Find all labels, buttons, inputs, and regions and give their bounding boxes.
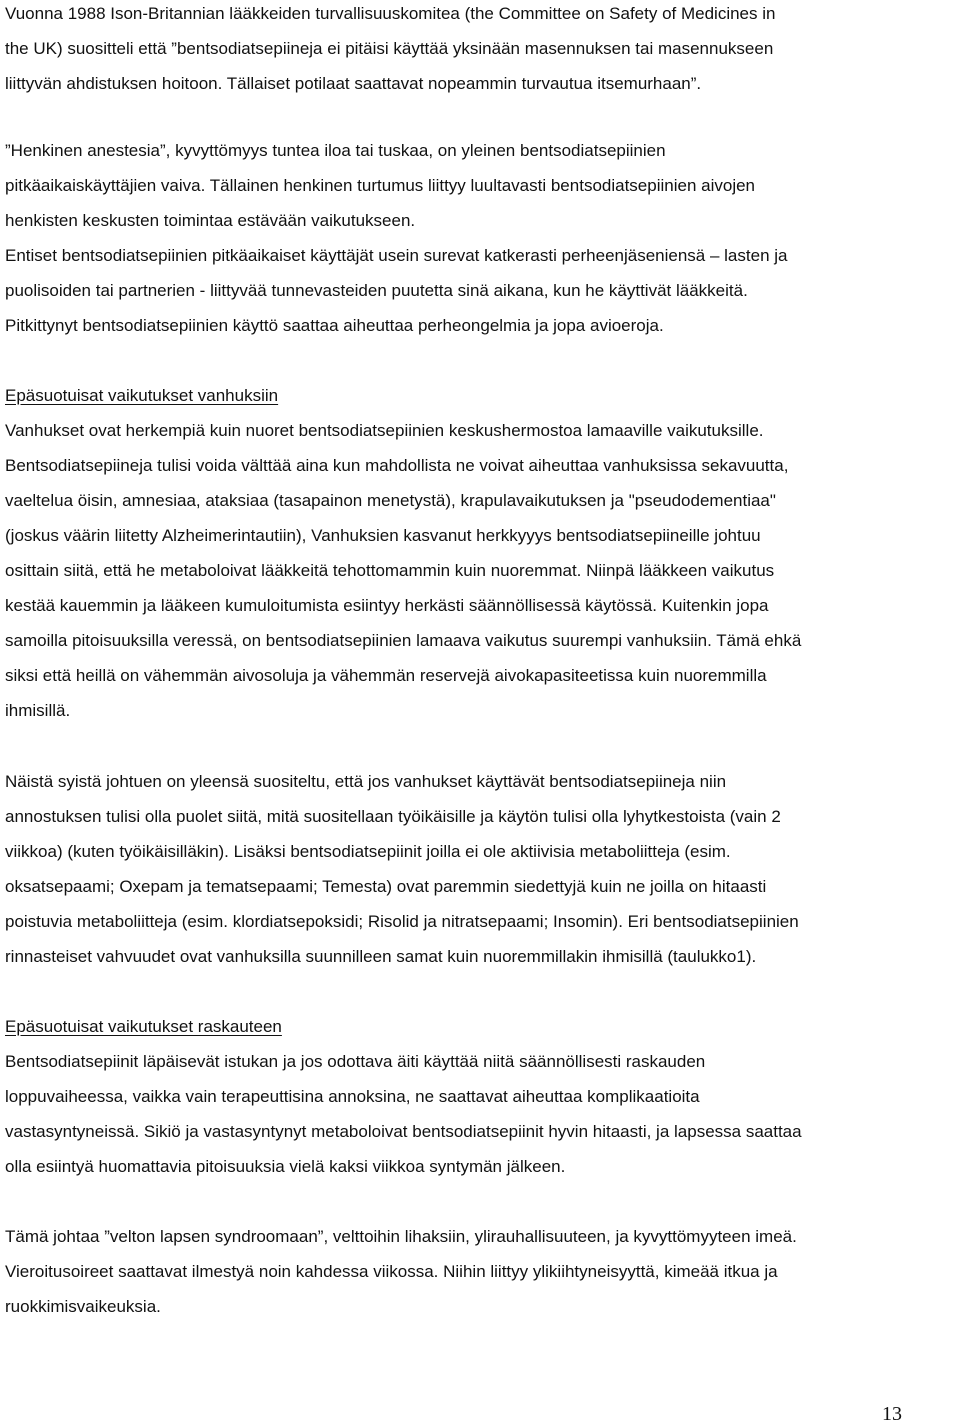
- page-number: 13: [882, 1403, 902, 1425]
- paragraph-elderly-effects: Vanhukset ovat herkempiä kuin nuoret bentsodiatsepiinien keskushermostoa lamaaville vaikutuksille. Bentsodiatsepiineja tulisi voida välttää aina kun mahdollista ne voivat aiheuttaa vanhuksissa sekavuutta, vaeltelua öisin, amnesiaa, ataksiaa (tasapainon menetystä), krapulavaikutuksen ja "pseudodementiaa" (joskus väärin liitetty Alzheimerintautiin), Vanhuksien kasvanut herkkyyys bentsodiatsepiineille johtuu osittain siitä, että he metaboloivat lääkkeitä tehottomammin kuin nuoremmat. Niinpä lääkkeen vaikutus kestää kauemmin ja lääkeen kumuloitumista esiintyy herkästi säännöllisessä käytössä. Kuitenkin jopa samoilla pitoisuuksilla veressä, on bentsodiatsepiinien lamaava vaikutus suurempi vanhuksiin. Tämä ehkä siksi että heillä on vähemmän aivosoluja ja vähemmän reservejä aivokapasiteetissa kuin nuoremmilla ihmisillä.: [5, 421, 802, 720]
- heading-effects-pregnancy: Epäsuotuisat vaikutukset raskauteen: [5, 1017, 282, 1036]
- paragraph-elderly-dosing: Näistä syistä johtuen on yleensä suositeltu, että jos vanhukset käyttävät bentsodiatsepiineja niin annostuksen tulisi olla puolet siitä, mitä suositellaan työikäisille ja käytön tulisi olla lyhytkestoista (vain 2 viikkoa) (kuten työikäisilläkin). Lisäksi bentsodiatsepiinit joilla ei ole aktiivisia metaboliitteja (esim. oksatsepaami; Oxepam ja tematsepaami; Temesta) ovat paremmin siedettyjä kuin ne joilla on hitaasti poistuvia metaboliitteja (esim. klordiatsepoksidi; Risolid ja nitratsepaami; Insomin). Eri bentsodiatsepiinien rinnasteiset vahvuudet ovat vanhuksilla suunnilleen samat kuin nuoremmillakin ihmisillä (taulukko1).: [5, 772, 799, 966]
- heading-effects-elderly: Epäsuotuisat vaikutukset vanhuksiin: [5, 386, 279, 405]
- paragraph-committee-recommendation: Vuonna 1988 Ison-Britannian lääkkeiden turvallisuuskomitea (the Committee on Safety of Medicines in the UK) suositteli että ”bentsodiatsepiineja ei pitäisi käyttää yksinään masennuksen tai masennukseen liittyvän ahdistuksen hoitoon. Tällaiset potilaat saattavat nopeammin turvautua itsemurhaan”.: [5, 4, 776, 93]
- paragraph-floppy-infant: Tämä johtaa ”velton lapsen syndroomaan”, velttoihin lihaksiin, ylirauhallisuuteen, ja kyvyttömyyteen imeä. Vieroitusoireet saattavat ilmestyä noin kahdessa viikossa. Niihin liittyy ylikiihtyneisyyttä, kimeää itkua ja ruokkimisvaikeuksia.: [5, 1227, 797, 1316]
- paragraph-pregnancy-effects: Bentsodiatsepiinit läpäisevät istukan ja jos odottava äiti käyttää niitä säännöllisesti raskauden loppuvaiheessa, vaikka vain terapeuttisina annoksina, ne saattavat aiheuttaa komplikaatioita vastasyntyneissä. Sikiö ja vastasyntynyt metaboloivat bentsodiatsepiinit hyvin hitaasti, ja lapsessa saattaa olla esiintyä huomattavia pitoisuuksia vielä kaksi viikkoa syntymän jälkeen.: [5, 1052, 802, 1176]
- paragraph-emotional-anesthesia: ”Henkinen anestesia”, kyvyttömyys tuntea iloa tai tuskaa, on yleinen bentsodiatsepiinien pitkäaikaiskäyttäjien vaiva. Tällainen henkinen turtumus liittyy luultavasti bentsodiatsepiinien aivojen henkisten keskusten toimintaa estävään vaikutukseen. Entiset bentsodiatsepiinien pitkäaikaiset käyttäjät usein surevat katkerasti perheenjäseniensä – lasten ja puolisoiden tai partnerien - liittyvää tunnevasteiden puutetta sinä aikana, kun he käyttivät lääkkeitä. Pitkittynyt bentsodiatsepiinien käyttö saattaa aiheuttaa perheongelmia ja jopa avioeroja.: [5, 141, 788, 335]
